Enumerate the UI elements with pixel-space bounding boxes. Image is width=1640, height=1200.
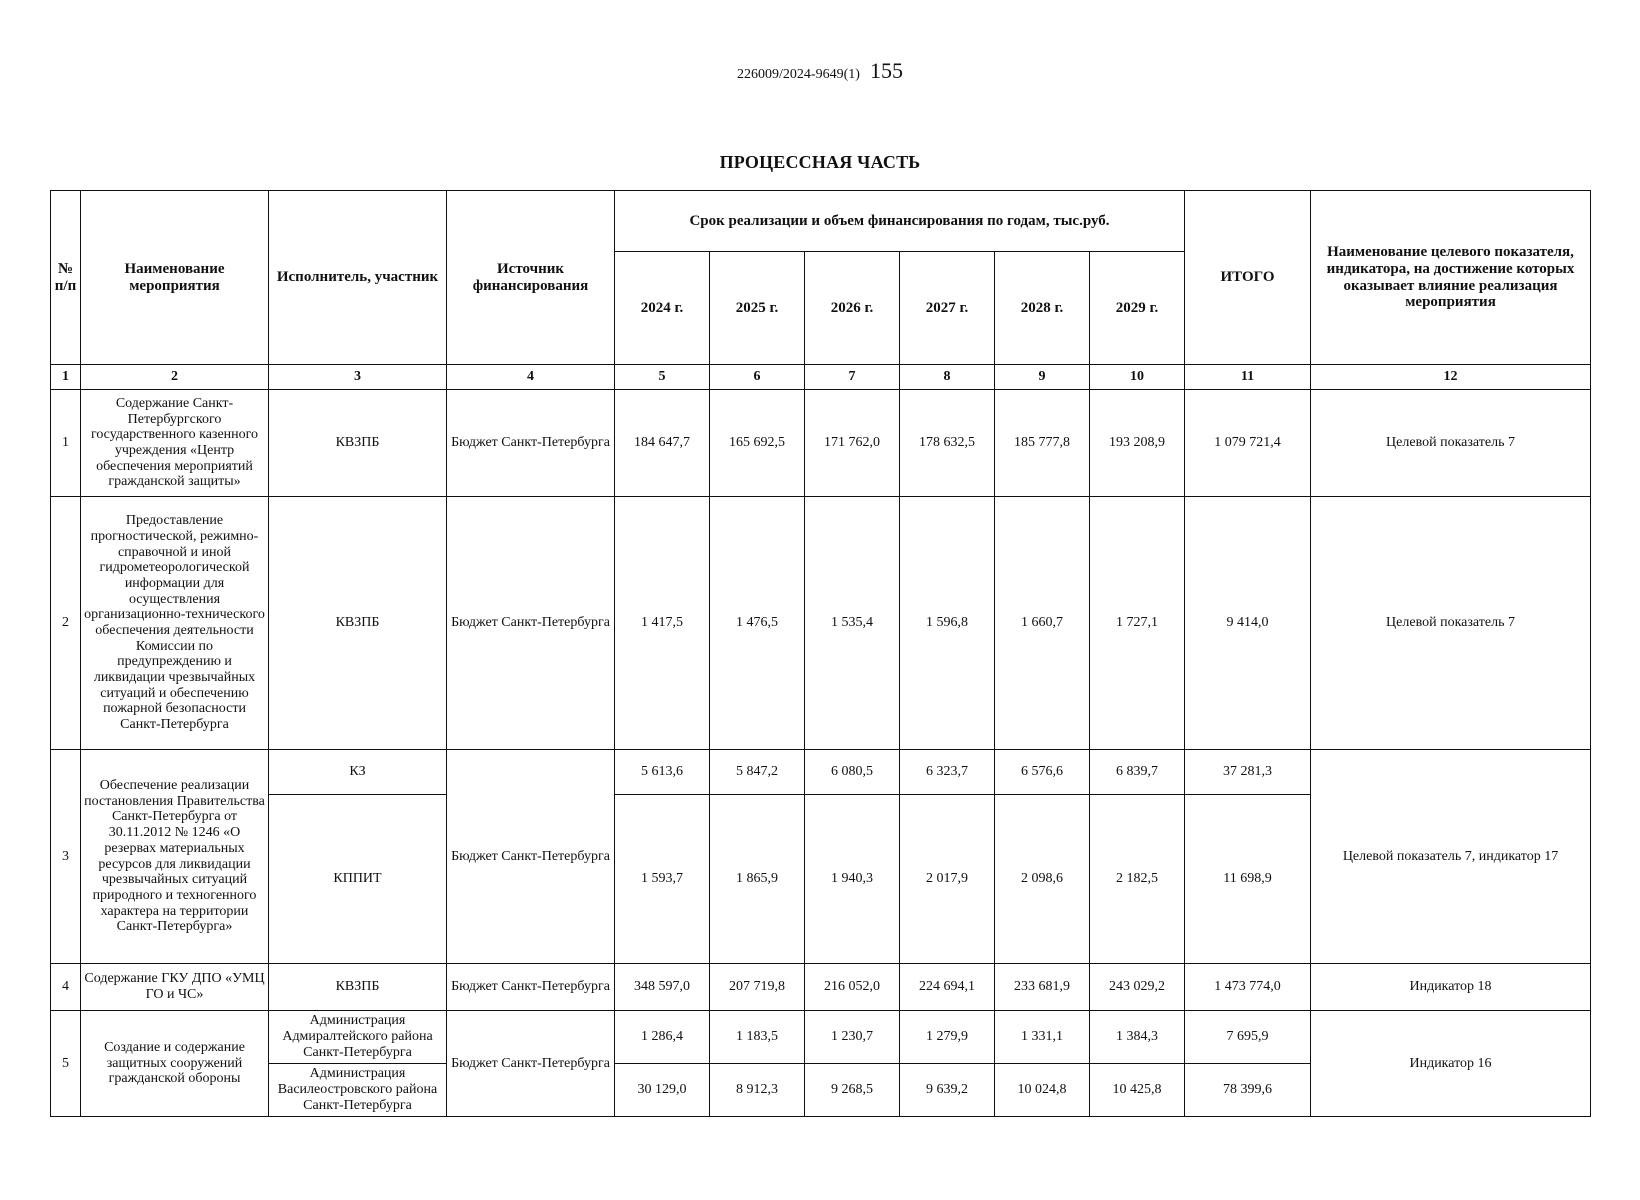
indicator-cell: Целевой показатель 7 <box>1311 390 1591 497</box>
column-number: 4 <box>447 365 615 390</box>
financing-table <box>50 190 1591 1117</box>
indicator-cell: Индикатор 16 <box>1311 1011 1591 1117</box>
col-header-period: Срок реализации и объем финансирования по годам, тыс.руб. <box>615 191 1185 252</box>
page-header <box>0 58 1640 84</box>
total-cell: 37 281,3 <box>1185 750 1311 795</box>
total-cell: 9 414,0 <box>1185 497 1311 750</box>
value-cell: 1 331,1 <box>995 1011 1090 1064</box>
value-cell: 178 632,5 <box>900 390 995 497</box>
col-header-year: 2025 г. <box>710 252 805 365</box>
total-cell: 11 698,9 <box>1185 795 1311 964</box>
row-number: 4 <box>51 964 81 1011</box>
indicator-cell: Целевой показатель 7 <box>1311 497 1591 750</box>
table-row <box>51 1011 1591 1064</box>
table-row <box>51 964 1591 1011</box>
total-cell: 7 695,9 <box>1185 1011 1311 1064</box>
col-header-year: 2024 г. <box>615 252 710 365</box>
funding-source: Бюджет Санкт-Петербурга <box>447 497 615 750</box>
total-cell: 1 079 721,4 <box>1185 390 1311 497</box>
value-cell: 5 613,6 <box>615 750 710 795</box>
value-cell: 216 052,0 <box>805 964 900 1011</box>
value-cell: 1 865,9 <box>710 795 805 964</box>
column-number: 1 <box>51 365 81 390</box>
funding-source: Бюджет Санкт-Петербурга <box>447 390 615 497</box>
col-header-num: № п/п <box>51 191 81 365</box>
value-cell: 9 268,5 <box>805 1064 900 1117</box>
value-cell: 1 535,4 <box>805 497 900 750</box>
value-cell: 6 080,5 <box>805 750 900 795</box>
executor: КВЗПБ <box>269 497 447 750</box>
column-number: 9 <box>995 365 1090 390</box>
value-cell: 1 417,5 <box>615 497 710 750</box>
value-cell: 243 029,2 <box>1090 964 1185 1011</box>
funding-source: Бюджет Санкт-Петербурга <box>447 750 615 964</box>
value-cell: 171 762,0 <box>805 390 900 497</box>
row-number: 1 <box>51 390 81 497</box>
value-cell: 10 425,8 <box>1090 1064 1185 1117</box>
column-number: 8 <box>900 365 995 390</box>
value-cell: 184 647,7 <box>615 390 710 497</box>
row-number: 5 <box>51 1011 81 1117</box>
header-row <box>51 191 1591 252</box>
value-cell: 233 681,9 <box>995 964 1090 1011</box>
value-cell: 207 719,8 <box>710 964 805 1011</box>
value-cell: 1 596,8 <box>900 497 995 750</box>
value-cell: 1 286,4 <box>615 1011 710 1064</box>
value-cell: 348 597,0 <box>615 964 710 1011</box>
page-number: 155 <box>869 58 903 83</box>
column-number: 2 <box>81 365 269 390</box>
value-cell: 165 692,5 <box>710 390 805 497</box>
col-header-name: Наименование мероприятия <box>81 191 269 365</box>
value-cell: 224 694,1 <box>900 964 995 1011</box>
col-header-source: Источник финансирования <box>447 191 615 365</box>
document-number: 226009/2024-9649(1) <box>737 67 860 82</box>
col-header-total: ИТОГО <box>1185 191 1311 365</box>
value-cell: 1 279,9 <box>900 1011 995 1064</box>
executor: Администрация Адмиралтейского района Санкт-Петербурга <box>269 1011 447 1064</box>
table-row <box>51 750 1591 795</box>
col-header-year: 2027 г. <box>900 252 995 365</box>
total-cell: 1 473 774,0 <box>1185 964 1311 1011</box>
column-numbers-row <box>51 365 1591 390</box>
column-number: 12 <box>1311 365 1591 390</box>
funding-source: Бюджет Санкт-Петербурга <box>447 964 615 1011</box>
activity-name: Предоставление прогностической, режимно-справочной и иной гидрометеорологической информации для осуществления организационно-технического обеспечения деятельности Комиссии по предупреждению и ликвидации чрезвычайных ситуаций и обеспечению пожарной безопасности Санкт-Петербурга <box>81 497 269 750</box>
value-cell: 1 230,7 <box>805 1011 900 1064</box>
value-cell: 30 129,0 <box>615 1064 710 1117</box>
value-cell: 1 593,7 <box>615 795 710 964</box>
executor: КЗ <box>269 750 447 795</box>
value-cell: 1 660,7 <box>995 497 1090 750</box>
activity-name: Обеспечение реализации постановления Правительства Санкт-Петербурга от 30.11.2012 № 1246 «О резервах материальных ресурсов для ликвидации чрезвычайных ситуаций природного и техногенного характера на территории Санкт-Петербурга» <box>81 750 269 964</box>
value-cell: 185 777,8 <box>995 390 1090 497</box>
value-cell: 2 182,5 <box>1090 795 1185 964</box>
column-number: 3 <box>269 365 447 390</box>
executor: КВЗПБ <box>269 964 447 1011</box>
activity-name: Содержание Санкт-Петербургского государственного казенного учреждения «Центр обеспечения мероприятий гражданской защиты» <box>81 390 269 497</box>
column-number: 11 <box>1185 365 1311 390</box>
col-header-year: 2028 г. <box>995 252 1090 365</box>
column-number: 10 <box>1090 365 1185 390</box>
col-header-year: 2026 г. <box>805 252 900 365</box>
value-cell: 8 912,3 <box>710 1064 805 1117</box>
column-number: 7 <box>805 365 900 390</box>
value-cell: 5 847,2 <box>710 750 805 795</box>
value-cell: 1 384,3 <box>1090 1011 1185 1064</box>
value-cell: 1 727,1 <box>1090 497 1185 750</box>
table-row <box>51 497 1591 750</box>
value-cell: 1 476,5 <box>710 497 805 750</box>
col-header-year: 2029 г. <box>1090 252 1185 365</box>
row-number: 2 <box>51 497 81 750</box>
value-cell: 1 183,5 <box>710 1011 805 1064</box>
value-cell: 10 024,8 <box>995 1064 1090 1117</box>
executor: Администрация Василеостровского района Санкт-Петербурга <box>269 1064 447 1117</box>
value-cell: 2 098,6 <box>995 795 1090 964</box>
value-cell: 1 940,3 <box>805 795 900 964</box>
executor: КППИТ <box>269 795 447 964</box>
indicator-cell: Целевой показатель 7, индикатор 17 <box>1311 750 1591 964</box>
col-header-executor: Исполнитель, участник <box>269 191 447 365</box>
value-cell: 2 017,9 <box>900 795 995 964</box>
section-title: ПРОЦЕССНАЯ ЧАСТЬ <box>719 152 921 172</box>
row-number: 3 <box>51 750 81 964</box>
value-cell: 6 323,7 <box>900 750 995 795</box>
value-cell: 6 576,6 <box>995 750 1090 795</box>
value-cell: 193 208,9 <box>1090 390 1185 497</box>
total-cell: 78 399,6 <box>1185 1064 1311 1117</box>
indicator-cell: Индикатор 18 <box>1311 964 1591 1011</box>
value-cell: 9 639,2 <box>900 1064 995 1117</box>
activity-name: Содержание ГКУ ДПО «УМЦ ГО и ЧС» <box>81 964 269 1011</box>
activity-name: Создание и содержание защитных сооружений гражданской обороны <box>81 1011 269 1117</box>
col-header-indicator: Наименование целевого показателя, индикатора, на достижение которых оказывает влияние реализация мероприятия <box>1311 191 1591 365</box>
table-row <box>51 390 1591 497</box>
column-number: 6 <box>710 365 805 390</box>
executor: КВЗПБ <box>269 390 447 497</box>
funding-source: Бюджет Санкт-Петербурга <box>447 1011 615 1117</box>
value-cell: 6 839,7 <box>1090 750 1185 795</box>
column-number: 5 <box>615 365 710 390</box>
